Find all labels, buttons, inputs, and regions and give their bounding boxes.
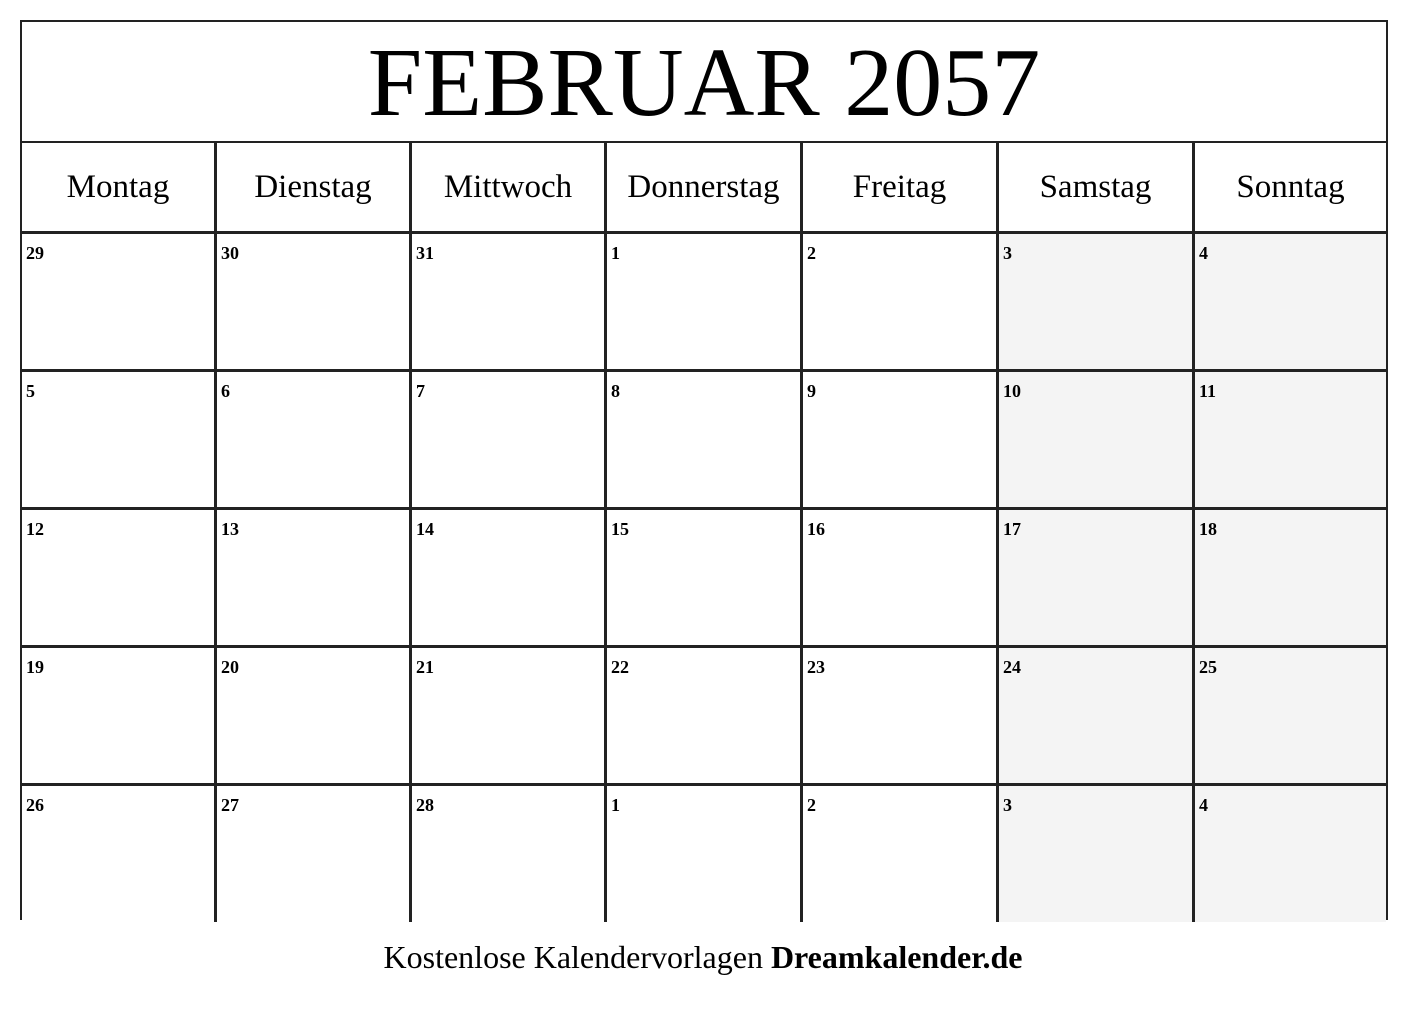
day-cell[interactable] xyxy=(803,372,999,507)
day-cell[interactable] xyxy=(999,786,1195,922)
footer-brand[interactable]: Dreamkalender.de xyxy=(770,939,1023,975)
calendar-title: FEBRUAR 2057 xyxy=(367,28,1041,137)
week-row xyxy=(22,234,1386,372)
day-cell[interactable] xyxy=(999,510,1195,645)
day-number: 20 xyxy=(221,657,239,677)
day-number: 18 xyxy=(1199,519,1217,539)
day-number: 5 xyxy=(26,381,35,401)
day-number: 23 xyxy=(807,657,825,677)
day-cell[interactable] xyxy=(22,786,217,922)
day-number: 22 xyxy=(611,657,629,677)
day-cell[interactable] xyxy=(22,648,217,783)
day-cell[interactable] xyxy=(412,786,607,922)
day-number: 21 xyxy=(416,657,434,677)
day-cell[interactable] xyxy=(803,786,999,922)
weekday-wednesday: Mittwoch xyxy=(412,143,607,231)
week-row xyxy=(22,372,1386,510)
footer-text: Kostenlose Kalendervorlagen xyxy=(383,939,763,975)
week-row xyxy=(22,786,1386,922)
day-number: 25 xyxy=(1199,657,1217,677)
weekday-tuesday: Dienstag xyxy=(217,143,412,231)
day-number: 9 xyxy=(807,381,816,401)
day-cell[interactable] xyxy=(607,234,803,369)
day-cell[interactable] xyxy=(1195,648,1386,783)
day-cell[interactable] xyxy=(999,372,1195,507)
day-cell[interactable] xyxy=(803,234,999,369)
day-number: 17 xyxy=(1003,519,1021,539)
day-number: 24 xyxy=(1003,657,1021,677)
day-number: 4 xyxy=(1199,795,1208,815)
day-number: 31 xyxy=(416,243,434,263)
day-number: 7 xyxy=(416,381,425,401)
day-cell[interactable] xyxy=(22,234,217,369)
day-number: 19 xyxy=(26,657,44,677)
day-number: 13 xyxy=(221,519,239,539)
day-cell[interactable] xyxy=(217,234,412,369)
day-number: 10 xyxy=(1003,381,1021,401)
day-cell[interactable] xyxy=(607,372,803,507)
week-row xyxy=(22,510,1386,648)
day-cell[interactable] xyxy=(1195,372,1386,507)
day-number: 30 xyxy=(221,243,239,263)
day-cell[interactable] xyxy=(999,648,1195,783)
day-cell[interactable] xyxy=(412,510,607,645)
weekday-header-row xyxy=(22,143,1386,234)
day-number: 2 xyxy=(807,243,816,263)
day-number: 11 xyxy=(1199,381,1217,401)
day-number: 27 xyxy=(221,795,239,815)
day-number: 3 xyxy=(1003,795,1012,815)
day-number: 1 xyxy=(611,243,620,263)
day-cell[interactable] xyxy=(412,372,607,507)
day-cell[interactable] xyxy=(1195,786,1386,922)
weekday-thursday: Donnerstag xyxy=(607,143,803,231)
week-row xyxy=(22,648,1386,786)
day-number: 12 xyxy=(26,519,44,539)
day-number: 14 xyxy=(416,519,434,539)
day-number: 15 xyxy=(611,519,629,539)
weeks-grid xyxy=(22,234,1386,922)
day-cell[interactable] xyxy=(607,786,803,922)
day-cell[interactable] xyxy=(607,648,803,783)
day-cell[interactable] xyxy=(803,648,999,783)
day-cell[interactable] xyxy=(803,510,999,645)
weekday-saturday: Samstag xyxy=(999,143,1195,231)
title-row xyxy=(22,22,1386,143)
footer xyxy=(0,938,1406,976)
day-number: 26 xyxy=(26,795,44,815)
day-cell[interactable] xyxy=(217,372,412,507)
day-number: 8 xyxy=(611,381,620,401)
weekday-friday: Freitag xyxy=(803,143,999,231)
day-number: 29 xyxy=(26,243,44,263)
day-number: 6 xyxy=(221,381,230,401)
day-number: 3 xyxy=(1003,243,1012,263)
day-number: 28 xyxy=(416,795,434,815)
calendar xyxy=(20,20,1388,920)
weekday-monday: Montag xyxy=(22,143,217,231)
day-cell[interactable] xyxy=(607,510,803,645)
day-cell[interactable] xyxy=(1195,234,1386,369)
day-number: 4 xyxy=(1199,243,1208,263)
day-cell[interactable] xyxy=(217,510,412,645)
day-number: 16 xyxy=(807,519,825,539)
day-cell[interactable] xyxy=(999,234,1195,369)
day-number: 2 xyxy=(807,795,816,815)
day-cell[interactable] xyxy=(217,786,412,922)
day-cell[interactable] xyxy=(412,648,607,783)
day-number: 1 xyxy=(611,795,620,815)
weekday-sunday: Sonntag xyxy=(1236,168,1345,205)
day-cell[interactable] xyxy=(1195,510,1386,645)
day-cell[interactable] xyxy=(217,648,412,783)
day-cell[interactable] xyxy=(22,372,217,507)
day-cell[interactable] xyxy=(412,234,607,369)
day-cell[interactable] xyxy=(22,510,217,645)
